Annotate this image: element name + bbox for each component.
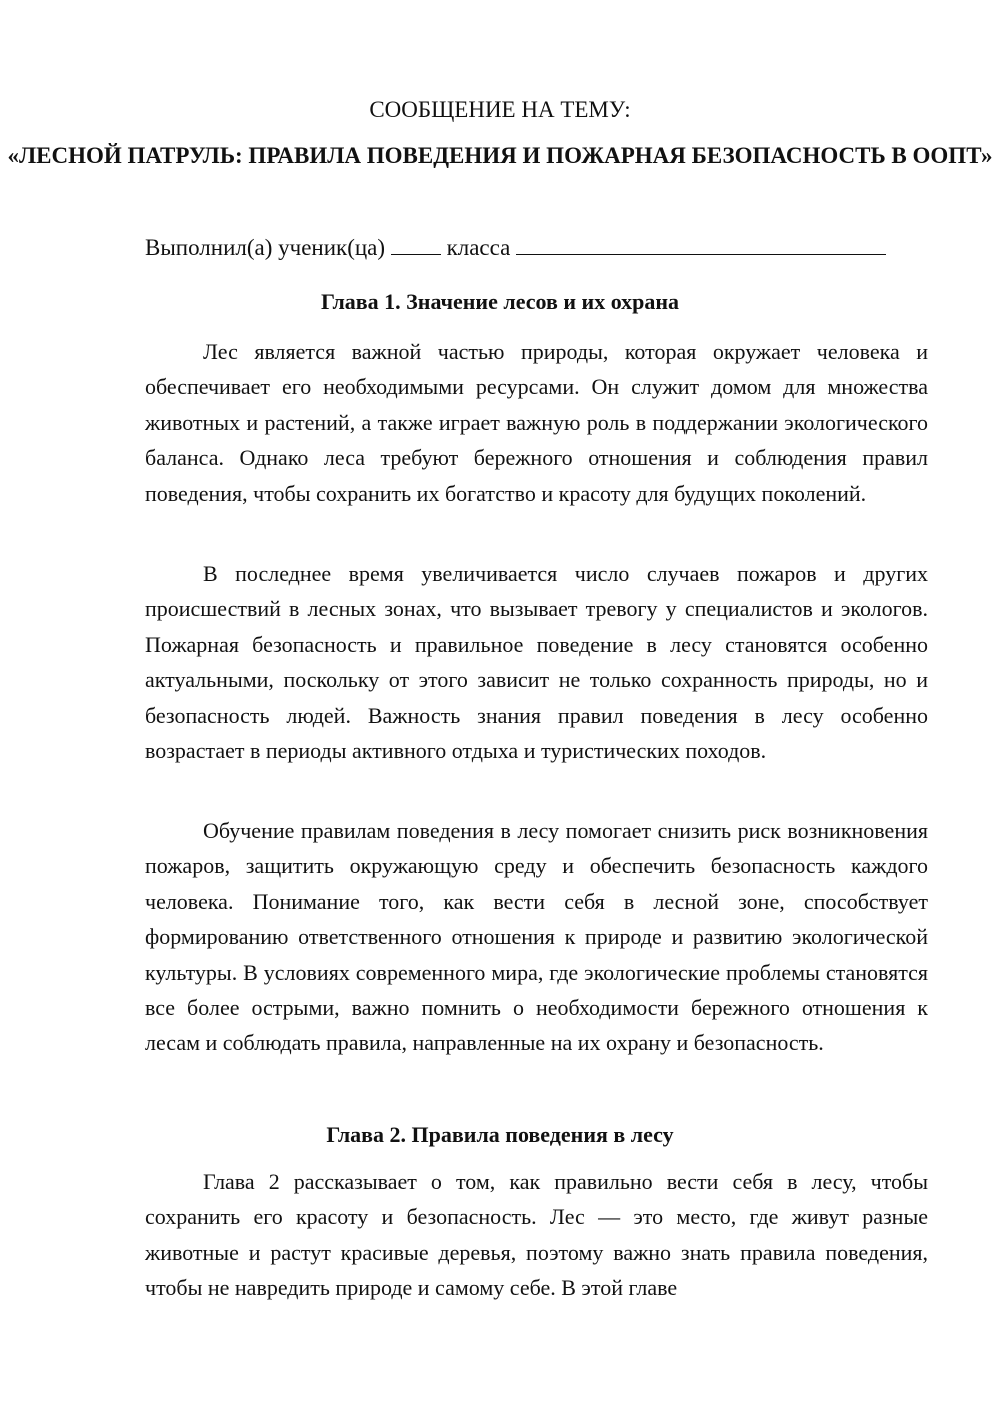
chapter-1-paragraph-3: Обучение правилам поведения в лесу помогает снизить риск возникновения пожаров, защитить окружающую среду и обеспечить безопасность каждого человека. Понимание того, как вести себя в лесной зоне, способствует формированию ответственного отношения к природе и развитию экологической культуры. В условиях современного мира, где экологические проблемы становятся все более острыми, важно помнить о необходимости бережного отношения к лесам и соблюдать правила, направленные на их охрану и безопасность. — [145, 818, 928, 1056]
document-caption: СООБЩЕНИЕ НА ТЕМУ: — [369, 97, 631, 122]
grade-blank — [391, 232, 441, 255]
document-title: «ЛЕСНОЙ ПАТРУЛЬ: ПРАВИЛА ПОВЕДЕНИЯ И ПОЖАРНАЯ БЕЗОПАСНОСТЬ В ООПТ» — [7, 143, 993, 168]
author-prefix: Выполнил(а) ученик(ца) — [145, 235, 386, 260]
name-blank — [516, 232, 886, 255]
chapter-2-heading: Глава 2. Правила поведения в лесу — [326, 1122, 674, 1147]
chapter-2-paragraph-1: Глава 2 рассказывает о том, как правильно вести себя в лесу, чтобы сохранить его красоту и безопасность. Лес — это место, где живут разные животные и растут красивые деревья, поэтому важно знать правила поведения, чтобы не навредить природе и самому себе. В этой главе — [145, 1169, 928, 1301]
author-line — [145, 232, 935, 263]
author-middle: класса — [446, 235, 511, 260]
chapter-1-paragraph-2: В последнее время увеличивается число случаев пожаров и других происшествий в лесных зонах, что вызывает тревогу у специалистов и экологов. Пожарная безопасность и правильное поведение в лесу становятся особенно актуальными, поскольку от этого зависит не только сохранность природы, но и безопасность людей. Важность знания правил поведения в лесу особенно возрастает в периоды активного отдыха и туристических походов. — [145, 561, 928, 764]
chapter-1-heading: Глава 1. Значение лесов и их охрана — [320, 289, 680, 314]
chapter-1-paragraph-1: Лес является важной частью природы, которая окружает человека и обеспечивает его необходимыми ресурсами. Он служит домом для множества животных и растений, а также играет важную роль в поддержании экологического баланса. Однако леса требуют бережного отношения и соблюдения правил поведения, чтобы сохранить их богатство и красоту для будущих поколений. — [145, 339, 928, 506]
